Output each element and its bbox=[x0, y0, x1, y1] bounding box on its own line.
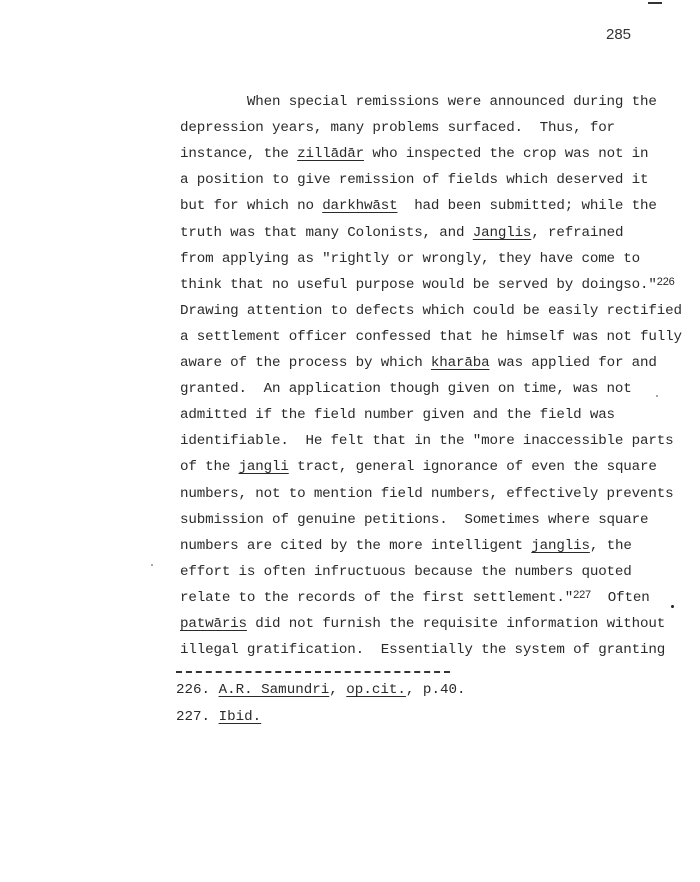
text-run: tract, general ignorance of even the square bbox=[288, 459, 657, 476]
scan-speck bbox=[151, 564, 153, 566]
text-run: , bbox=[329, 682, 347, 698]
underlined-term: zillādār bbox=[297, 146, 365, 163]
underlined-term: op.cit. bbox=[346, 682, 406, 698]
text-line bbox=[180, 640, 665, 660]
text-line bbox=[180, 614, 665, 634]
text-line bbox=[180, 405, 615, 425]
text-run: aware of the process by which bbox=[180, 355, 431, 371]
text-run: , refrained bbox=[531, 224, 624, 241]
text-line bbox=[180, 196, 657, 216]
text-run: 226. bbox=[176, 682, 219, 698]
underlined-term: Janglis bbox=[472, 224, 532, 241]
text-run: instance, the bbox=[180, 146, 298, 163]
text-run: of the bbox=[180, 459, 239, 476]
scan-speck bbox=[671, 605, 674, 608]
text-line bbox=[180, 457, 657, 477]
text-run: , the bbox=[589, 537, 632, 554]
text-line bbox=[180, 223, 623, 243]
text-run: identifiable. He felt that in the "more inaccessible parts bbox=[180, 433, 674, 450]
footnote-ref: 227 bbox=[573, 588, 592, 601]
text-line bbox=[180, 144, 648, 164]
footnote-rule bbox=[176, 671, 450, 673]
underlined-term: kharāba bbox=[430, 355, 490, 371]
footnote bbox=[176, 707, 261, 727]
text-run: did not furnish the requisite information without bbox=[246, 616, 666, 632]
text-run: who inspected the crop was not in bbox=[364, 146, 649, 163]
text-run: 227. bbox=[176, 709, 219, 725]
text-line bbox=[180, 249, 640, 269]
text-run: think that no useful purpose would be served by doingso." bbox=[180, 276, 657, 293]
page-top-mark bbox=[648, 2, 662, 4]
text-line bbox=[180, 327, 682, 347]
text-run: , p.40. bbox=[405, 682, 466, 698]
text-run: a settlement officer confessed that he himself was not fully bbox=[180, 328, 682, 345]
text-line bbox=[180, 92, 657, 112]
text-run: admitted if the field number given and the field was bbox=[180, 407, 615, 424]
text-line bbox=[180, 301, 682, 321]
scan-speck bbox=[656, 395, 658, 397]
text-line bbox=[180, 353, 657, 373]
footnote bbox=[176, 680, 466, 700]
text-line bbox=[180, 536, 632, 556]
text-line bbox=[180, 118, 615, 138]
text-run: Often bbox=[591, 589, 650, 606]
text-line bbox=[180, 379, 632, 399]
text-line bbox=[180, 170, 648, 190]
text-run: relate to the records of the first settlement." bbox=[180, 589, 574, 606]
underlined-term: A.R. Samundri bbox=[218, 682, 330, 698]
text-run: truth was that many Colonists, and bbox=[180, 224, 473, 241]
underlined-term: patwāris bbox=[180, 616, 247, 632]
text-run: When special remissions were announced during the bbox=[180, 94, 657, 110]
text-run: had been submitted; while the bbox=[397, 198, 657, 215]
text-run: numbers, not to mention field numbers, effectively prevents bbox=[180, 485, 674, 502]
text-line bbox=[180, 588, 650, 608]
text-run: illegal gratification. Essentially the system of granting bbox=[180, 642, 666, 659]
text-run: granted. An application though given on time, was not bbox=[180, 381, 632, 398]
text-run: Drawing attention to defects which could be easily rectified bbox=[180, 302, 682, 319]
text-line bbox=[180, 484, 673, 504]
text-line bbox=[180, 510, 648, 530]
text-run: submission of genuine petitions. Sometimes where square bbox=[180, 511, 649, 528]
text-line bbox=[180, 275, 675, 295]
text-line bbox=[180, 562, 632, 582]
footnote-ref: 226 bbox=[656, 275, 675, 288]
text-run: numbers are cited by the more intelligent bbox=[180, 537, 532, 554]
page-number: 285 bbox=[606, 26, 632, 43]
underlined-term: jangli bbox=[238, 459, 289, 476]
text-line bbox=[180, 431, 673, 451]
text-run: depression years, many problems surfaced. Thus, for bbox=[180, 120, 615, 137]
underlined-term: janglis bbox=[531, 537, 590, 554]
text-run: a position to give remission of fields which deserved it bbox=[180, 172, 649, 189]
underlined-term: Ibid. bbox=[218, 709, 262, 725]
underlined-term: darkhwāst bbox=[322, 198, 398, 215]
text-run: was applied for and bbox=[489, 355, 657, 371]
text-run: but for which no bbox=[180, 198, 323, 215]
text-run: from applying as "rightly or wrongly, they have come to bbox=[180, 250, 641, 267]
text-run: effort is often infructuous because the numbers quoted bbox=[180, 563, 632, 580]
